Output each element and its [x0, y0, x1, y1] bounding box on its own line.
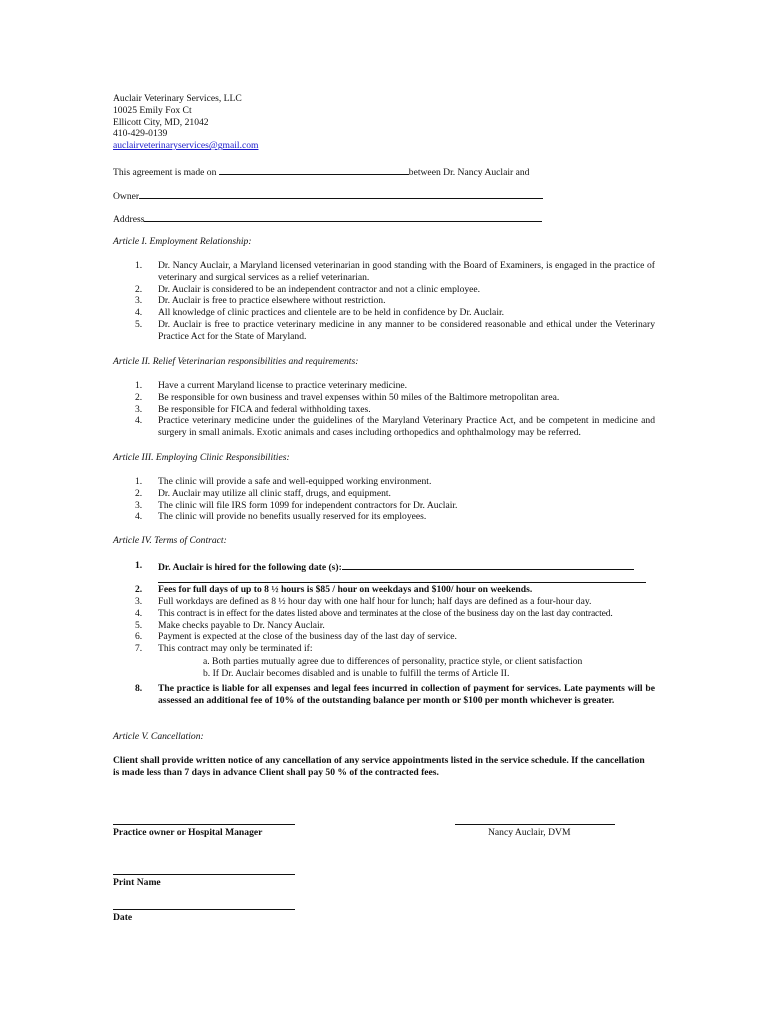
list-item: 2. Dr. Auclair is considered to be an independent contractor and not a clinic employee.: [135, 283, 481, 295]
list-item: 2. Fees for full days of up to 8 ½ hours is $85 / hour on weekdays and $100/ hour on weekends.: [135, 584, 533, 595]
owner-label: Owner: [113, 191, 140, 202]
company-name: Auclair Veterinary Services, LLC: [113, 93, 242, 104]
list-item: 1. The clinic will provide a safe and well-equipped working environment.: [135, 476, 432, 487]
list-item: 4. The clinic will provide no benefits usually reserved for its employees.: [135, 511, 427, 523]
article-4-fees-list: [113, 584, 655, 596]
list-item: 3. The clinic will file IRS form 1099 for independent contractors for Dr. Auclair.: [135, 499, 458, 511]
address-label: Address: [113, 214, 145, 225]
article-2-list: [113, 380, 655, 439]
list-item: 2. Be responsible for own business and travel expenses within 50 miles of the Baltimore metropolitan area.: [135, 391, 560, 403]
contract-dates-extra-line[interactable]: [158, 582, 646, 583]
date-line[interactable]: [113, 909, 295, 910]
street-address: 10025 Emily Fox Ct: [113, 104, 192, 116]
list-item: 3. Dr. Auclair is free to practice elsewhere without restriction.: [135, 295, 386, 307]
list-item: 4. All knowledge of clinic practices and clientele are to be held in confidence by Dr. Auclair.: [135, 307, 505, 319]
article-2-title: Article II. Relief Veterinarian responsibilities and requirements:: [113, 356, 359, 367]
article-1-list: [113, 260, 655, 343]
list-item: 5. Dr. Auclair is free to practice veterinary medicine in any manner to be considered reasonable and ethical under the Veterinary Practice Act for the State of Maryland.: [135, 318, 655, 342]
list-item: 6. Payment is expected at the close of the business day of the last day of service.: [135, 631, 457, 643]
print-name-line[interactable]: [113, 874, 295, 875]
article-3-list: [113, 476, 655, 523]
city-state-zip: Ellicott City, MD, 21042: [113, 116, 209, 128]
list-item: 5. Make checks payable to Dr. Nancy Auclair.: [135, 619, 325, 631]
article-4-title: Article IV. Terms of Contract:: [113, 535, 227, 546]
email-link[interactable]: auclairveterinaryservices@gmail.com: [113, 140, 259, 152]
termination-conditions: [113, 656, 582, 680]
article-4-terms-list: [113, 596, 655, 655]
phone-number: 410-429-0139: [113, 128, 168, 140]
address-field[interactable]: [144, 212, 542, 222]
date-label: Date: [113, 912, 133, 923]
list-item: 7. This contract may only be terminated if:: [135, 643, 313, 655]
list-item: 1. Dr. Auclair is hired for the following date (s):: [113, 560, 655, 574]
condition-a: a. Both parties mutually agree due to differences of personality, practice style, or client satisfaction: [203, 656, 583, 667]
article-4-item-1: [113, 560, 655, 574]
list-item: 4. This contract is in effect for the dates listed above and terminates at the close of the business day on the last day contracted.: [135, 607, 613, 619]
vet-signature-label: Nancy Auclair, DVM: [488, 827, 571, 838]
list-item: 8. The practice is liable for all expenses and legal fees incurred in collection of payment for services. Late payments will be assessed an additional fee of 10% of the outstanding balance per month or $100 per month whichever is greater.: [135, 683, 655, 706]
owner-signature-line[interactable]: [113, 824, 295, 825]
agreement-date-field[interactable]: [219, 165, 409, 175]
article-3-title: Article III. Employing Clinic Responsibilities:: [113, 452, 290, 463]
article-1-title: Article I. Employment Relationship:: [113, 236, 252, 247]
agreement-date-row: [113, 165, 529, 178]
article-5-title: Article V. Cancellation:: [113, 731, 204, 742]
print-name-label: Print Name: [113, 877, 161, 888]
vet-signature-line[interactable]: [455, 824, 615, 825]
owner-field[interactable]: [139, 189, 543, 199]
list-item: 1. Dr. Nancy Auclair, a Maryland licensed veterinarian in good standing with the Board of Examiners, is engaged in the practice of veterinary and surgical services as a relief veterinarian.: [135, 260, 655, 283]
owner-row: [113, 189, 543, 202]
cancellation-text: Client shall provide written notice of any cancellation of any service appointments listed in the service schedule. If the cancellation is made less than 7 days in advance Client shall pay 50 % of the contracted fees.: [113, 755, 645, 778]
owner-signature-label: Practice owner or Hospital Manager: [113, 827, 263, 838]
contract-dates-field[interactable]: [342, 560, 634, 570]
list-item: 3. Full workdays are defined as 8 ½ hour day with one half hour for lunch; half days are defined as a four-hour day.: [135, 596, 592, 607]
condition-b: b. If Dr. Auclair becomes disabled and is unable to fulfill the terms of Article II.: [203, 667, 510, 679]
list-item: 2. Dr. Auclair may utilize all clinic staff, drugs, and equipment.: [135, 487, 391, 499]
address-row: [113, 212, 542, 225]
list-item: 4. Practice veterinary medicine under the guidelines of the Maryland Veterinary Practice Act, and be competent in medicine and surgery in small animals. Exotic animals and cases including orthopedics and ophthalmology may be referred.: [135, 415, 655, 439]
article-4-item-8: [113, 683, 655, 707]
list-item: 3. Be responsible for FICA and federal withholding taxes.: [135, 403, 371, 415]
between-label: between Dr. Nancy Auclair and: [408, 167, 530, 178]
made-on-label: This agreement is made on: [113, 167, 217, 178]
letterhead: [113, 93, 258, 152]
list-item: 1. Have a current Maryland license to practice veterinary medicine.: [135, 380, 408, 391]
